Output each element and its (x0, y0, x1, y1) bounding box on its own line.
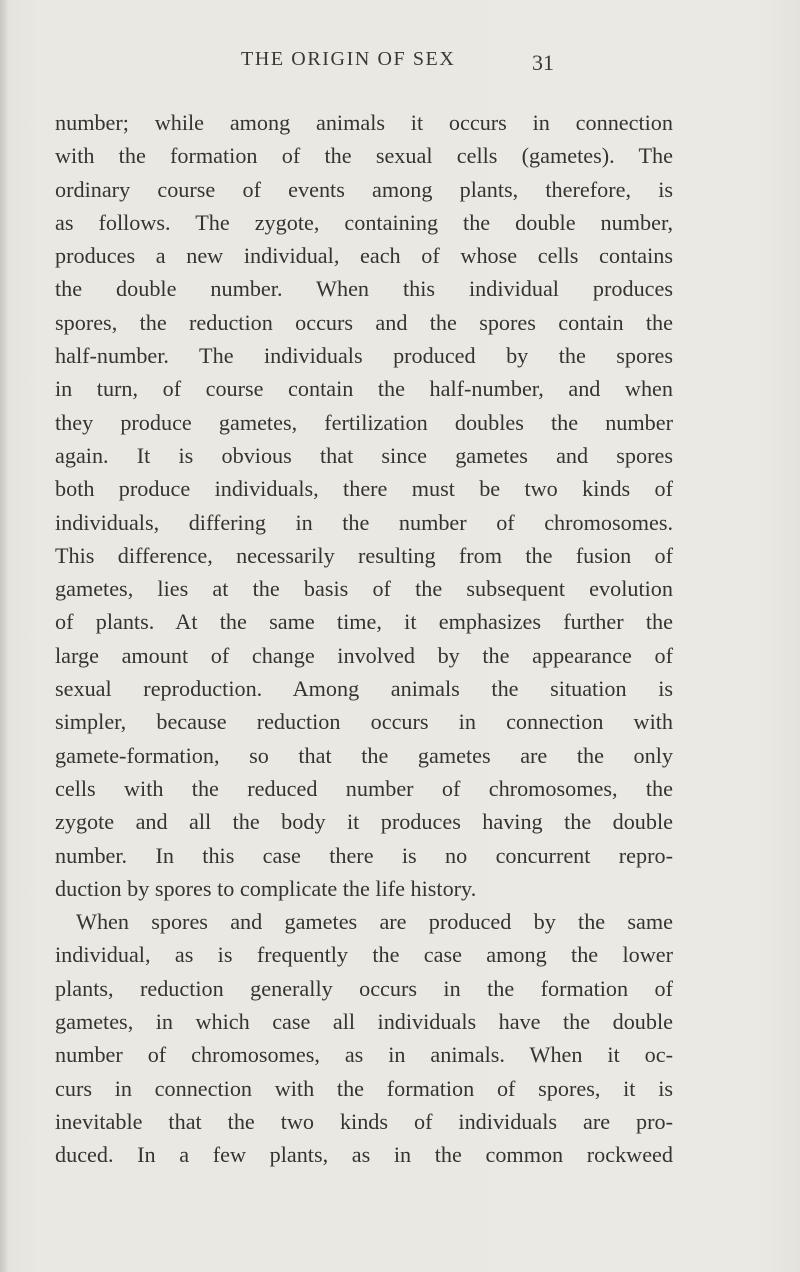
text-line: This difference, necessarily resulting from the fusion of (55, 542, 673, 568)
text-line: gametes, lies at the basis of the subsequent evolution (55, 576, 673, 602)
body-text (55, 106, 673, 1172)
text-line: number; while among animals it occurs in connection (55, 110, 673, 135)
text-line: number of chromosomes, as in animals. When it oc- (55, 1042, 673, 1068)
text-line: with the formation of the sexual cells (gametes). The (55, 143, 673, 169)
text-line: individual, as is frequently the case among the lower (55, 942, 673, 968)
text-line: ordinary course of events among plants, therefore, is (55, 176, 673, 202)
text-line: as follows. The zygote, containing the double number, (55, 209, 673, 235)
text-line: again. It is obvious that since gametes and spores (55, 442, 673, 468)
text-line: sexual reproduction. Among animals the situation is (55, 676, 673, 702)
text-line: gamete-formation, so that the gametes are the only (55, 742, 673, 768)
text-line: the double number. When this individual produces (55, 276, 673, 302)
text-line: large amount of change involved by the appearance of (55, 642, 673, 668)
text-line: number. In this case there is no concurrent repro- (55, 842, 673, 868)
text-line: of plants. At the same time, it emphasizes further the (55, 609, 673, 635)
text-line: individuals, differing in the number of chromosomes. (55, 509, 673, 535)
text-line: half-number. The individuals produced by the spores (55, 343, 673, 369)
text-line: duction by spores to complicate the life history. (55, 875, 477, 901)
text-line: plants, reduction generally occurs in the formation of (55, 975, 673, 1001)
text-line: curs in connection with the formation of spores, it is (55, 1075, 673, 1101)
text-line: cells with the reduced number of chromosomes, the (55, 775, 673, 801)
text-line: duced. In a few plants, as in the common rockweed (55, 1142, 673, 1168)
running-head (0, 44, 800, 84)
paragraph-start-line: When spores and gametes are produced by the same (76, 909, 673, 935)
text-line: they produce gametes, fertilization doubles the number (55, 409, 673, 435)
text-line: simpler, because reduction occurs in connection with (55, 709, 673, 735)
binding-shadow (0, 0, 8, 1272)
text-line: inevitable that the two kinds of individuals are pro- (55, 1108, 673, 1134)
running-title: THE ORIGIN OF SEX (241, 48, 456, 70)
text-line: gametes, in which case all individuals have the double (55, 1009, 673, 1035)
text-line: produces a new individual, each of whose cells contains (55, 243, 673, 269)
text-line: zygote and all the body it produces having the double (55, 809, 673, 835)
page-number: 31 (532, 50, 554, 75)
text-line: spores, the reduction occurs and the spores contain the (55, 309, 673, 335)
text-line: both produce individuals, there must be two kinds of (55, 476, 673, 502)
text-line: in turn, of course contain the half-number, and when (55, 376, 673, 402)
